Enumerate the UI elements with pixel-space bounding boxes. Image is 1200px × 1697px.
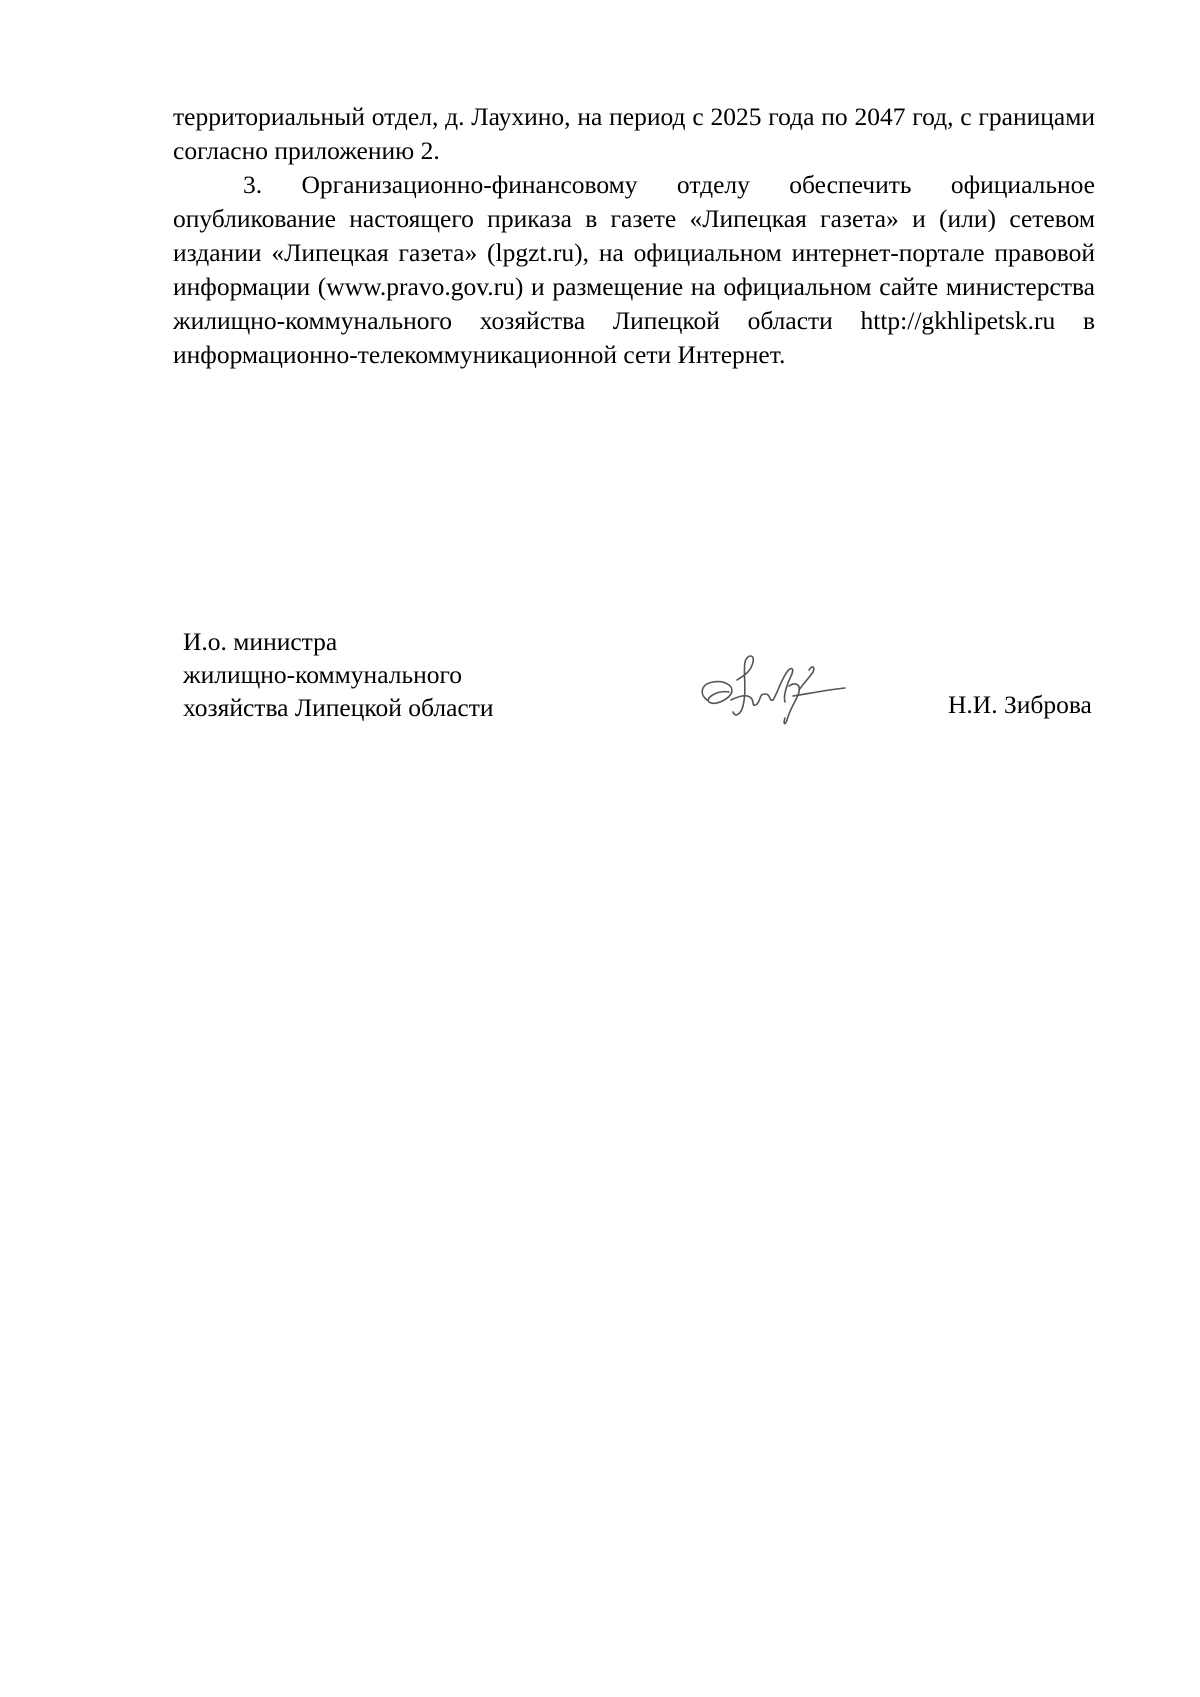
- handwritten-signature: [695, 650, 850, 730]
- position-line-2: жилищно-коммунального: [183, 660, 463, 689]
- position-line-1: И.о. министра: [183, 627, 338, 656]
- signatory-position: [183, 625, 494, 724]
- signer-name: Н.И. Зиброва: [948, 690, 1092, 719]
- position-line-3: хозяйства Липецкой области: [183, 693, 494, 722]
- paragraph-3: 3. Организационно-финансовому отделу обеспечить официальное опубликование настоящего приказа в газете «Липецкая газета» и (или) сетевом издании «Липецкая газета» (lpgzt.ru), на официальном интернет-портале правовой информации (www.pravo.gov.ru) и размещение на официальном сайте министерства жилищно-коммунального хозяйства Липецкой области http://gkhlipetsk.ru в информационно-телекоммуникационной сети Интернет.: [173, 170, 1095, 369]
- paragraph-continued: территориальный отдел, д. Лаухино, на период с 2025 года по 2047 год, с границами согласно приложению 2.: [173, 102, 1095, 165]
- document-body: [173, 100, 1095, 372]
